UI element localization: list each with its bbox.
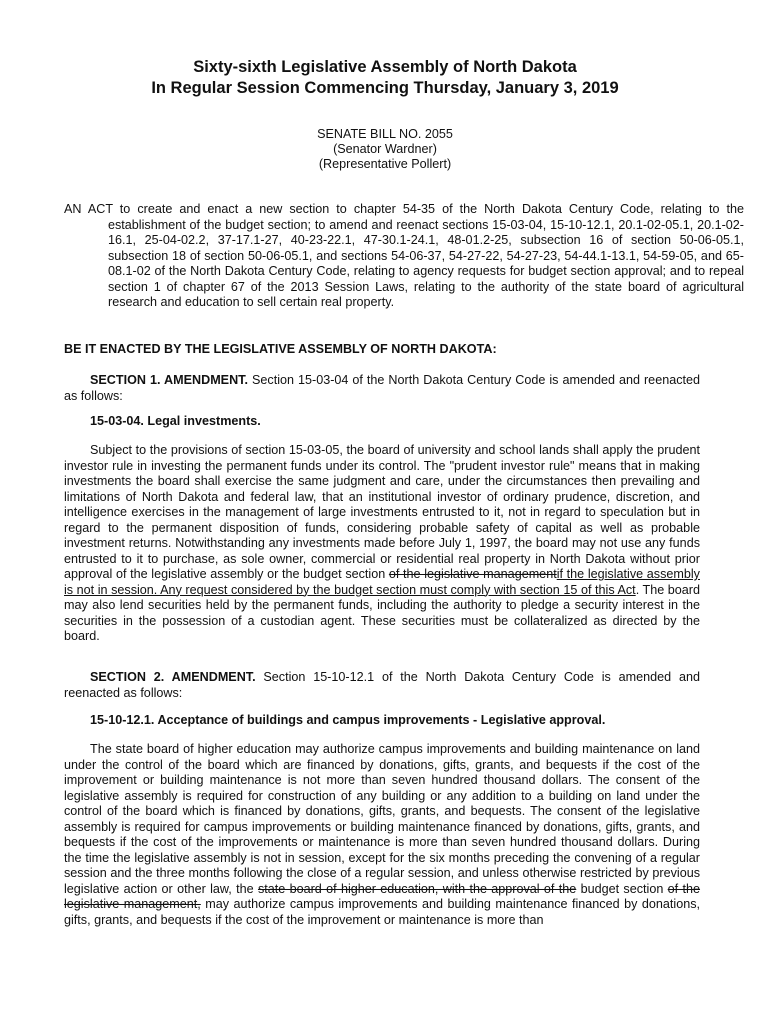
section-2-body-text: The state board of higher education may authorize campus improvements and building maintenance on land under the control of the board which are financed by donations, gifts, grants, and bequests if the cost of the improvement or building maintenance is not more than seven hundred thousand dollars. The consent of the legislative assembly is required for construction of any building or any addition to a building on land under the control of the board which is financed by donations, gifts, grants, and bequests. The consent of the legislative assembly is required for campus improvements or building maintenance financed by donations, gifts, grants, and bequests if the cost of the improvements or maintenance is more than seven hundred thousand dollars. During the time the legislative assembly is not in session, except for the six months preceding the convening of a regular session and the three months following the close of a regular session, and unless otherwise restricted by previous legislative action or other law, the [64, 742, 700, 896]
deleted-text: state board of higher education, with the approval of the [257, 881, 577, 896]
section-1-body [64, 443, 700, 645]
section-1-heading: 15-03-04. Legal investments. [90, 414, 261, 428]
section-2-label: SECTION 2. AMENDMENT. [90, 670, 256, 684]
section-1-body-end: . The board may also lend securities held by the permanent funds, including the authority to pledge a security interest in the securities in the possession of a custodian agent. These securities must be collateralized as directed by the board. [64, 582, 700, 643]
section-2-intro [64, 670, 700, 701]
representative-sponsor: (Representative Pollert) [318, 157, 452, 171]
enacting-clause: BE IT ENACTED BY THE LEGISLATIVE ASSEMBLY OF NORTH DAKOTA: [64, 342, 497, 356]
section-1-label: SECTION 1. AMENDMENT. [90, 373, 248, 387]
deleted-text: of the legislative management [388, 567, 557, 581]
section-2-body-mid: budget section [576, 881, 668, 896]
section-1-intro [64, 373, 700, 404]
senator-sponsor: (Senator Wardner) [333, 142, 437, 156]
deleted-text: of the legislative management, [64, 881, 701, 911]
section-2-heading: 15-10-12.1. Acceptance of buildings and campus improvements - Legislative approval. [90, 713, 606, 727]
inserted-text: if the legislative assembly is not in session. Any request considered by the budget section must comply with section 15 of this Act [64, 567, 700, 597]
bill-number: SENATE BILL NO. 2055 [317, 127, 453, 141]
section-2-body-end: may authorize campus improvements and building maintenance financed by donations, gifts, grants, and bequests if the cost of the improvement or maintenance is more than [64, 897, 700, 927]
session-title: In Regular Session Commencing Thursday, January 3, 2019 [151, 79, 619, 97]
section-1-intro-text: Section 15-03-04 of the North Dakota Century Code is amended and reenacted as follows: [64, 373, 701, 403]
assembly-title: Sixty-sixth Legislative Assembly of North Dakota [193, 58, 577, 76]
act-title-paragraph: AN ACT to create and enact a new section to chapter 54-35 of the North Dakota Century Code, relating to the establishment of the budget section; to amend and reenact sections 15-03-04, 15-10-12.1, 20.1-02-05.1, 20.1-02-16.1, 25-04-02.2, 37-17.1-27, 40-23-22.1, 47-30.1-24.1, 48-01.2-25, subsection 16 of section 50-06-05.1, subsection 18 of section 50-06-05.1, and sections 54-06-37, 54-27-22, 54-27-23, 54-44.1-13.1, 54-59-05, and 65-08.1-02 of the North Dakota Century Code, relating to agency requests for budget section approval; and to repeal section 1 of chapter 67 of the 2013 Session Laws, relating to the authority of the state board of agricultural research and education to sell certain real property. [64, 202, 744, 309]
section-2-body [64, 742, 700, 928]
section-2-intro-text: Section 15-10-12.1 of the North Dakota Century Code is amended and reenacted as follows: [64, 670, 700, 700]
section-1-body-text: Subject to the provisions of section 15-03-05, the board of university and school lands shall apply the prudent investor rule in investing the permanent funds under its control. The "prudent investor rule" means that in making investments the board shall exercise the same judgment and care, under the circumstances then prevailing and limitations of North Dakota and federal law, that an institutional investor of ordinary prudence, discretion, and intelligence exercises in the management of large investments entrusted to it, not in regard to speculation but in regard to the permanent disposition of funds, considering probable safety of capital as well as probable investment returns. Notwithstanding any investments made before July 1, 1997, the board may not use any funds entrusted to it to purchase, as sole owner, commercial or residential real property in North Dakota without prior approval of the legislative assembly or the budget section [64, 443, 700, 581]
